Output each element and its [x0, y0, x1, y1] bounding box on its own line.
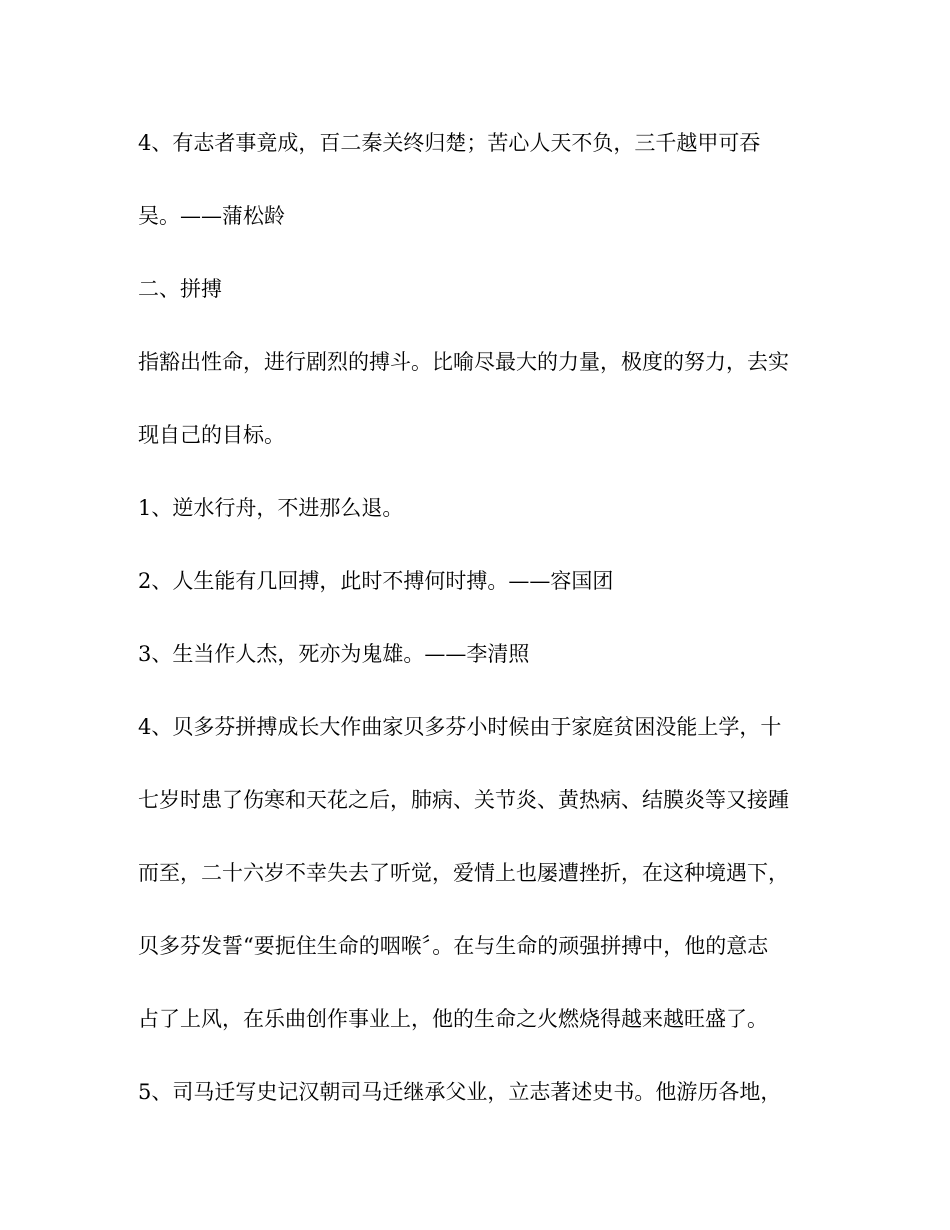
- text-line: 吴。——蒲松龄: [138, 204, 285, 228]
- text-line: 占了上风，在乐曲创作事业上，他的生命之火燃烧得越来越旺盛了。: [138, 1007, 768, 1031]
- text-line: 2、人生能有几回搏，此时不搏何时搏。——容国团: [138, 569, 614, 593]
- text-line: 贝多芬发誓“要扼住生命的咽喉〞。在与生命的顽强拼搏中，他的意志: [138, 934, 769, 958]
- text-line: 1、逆水行舟，不进那么退。: [138, 496, 404, 520]
- text-line: 4、贝多芬拼搏成长大作曲家贝多芬小时候由于家庭贫困没能上学，十: [138, 715, 782, 739]
- text-line: 而至，二十六岁不幸失去了听觉，爱情上也屡遭挫折，在这种境遇下，: [138, 861, 789, 885]
- text-line: 现自己的目标。: [138, 423, 285, 447]
- section-heading: 二、拼搏: [138, 277, 222, 301]
- text-line: 七岁时患了伤寒和天花之后，肺病、关节炎、黄热病、结膜炎等又接踵: [138, 788, 789, 812]
- text-line: 4、有志者事竟成，百二秦关终归楚；苦心人天不负，三千越甲可吞: [138, 131, 761, 155]
- text-line: 5、司马迁写史记汉朝司马迁继承父业，立志著述史书。他游历各地，: [138, 1080, 782, 1104]
- text-line: 3、生当作人杰，死亦为鬼雄。——李清照: [138, 642, 530, 666]
- text-line: 指豁出性命，进行剧烈的搏斗。比喻尽最大的力量，极度的努力，去实: [138, 350, 789, 374]
